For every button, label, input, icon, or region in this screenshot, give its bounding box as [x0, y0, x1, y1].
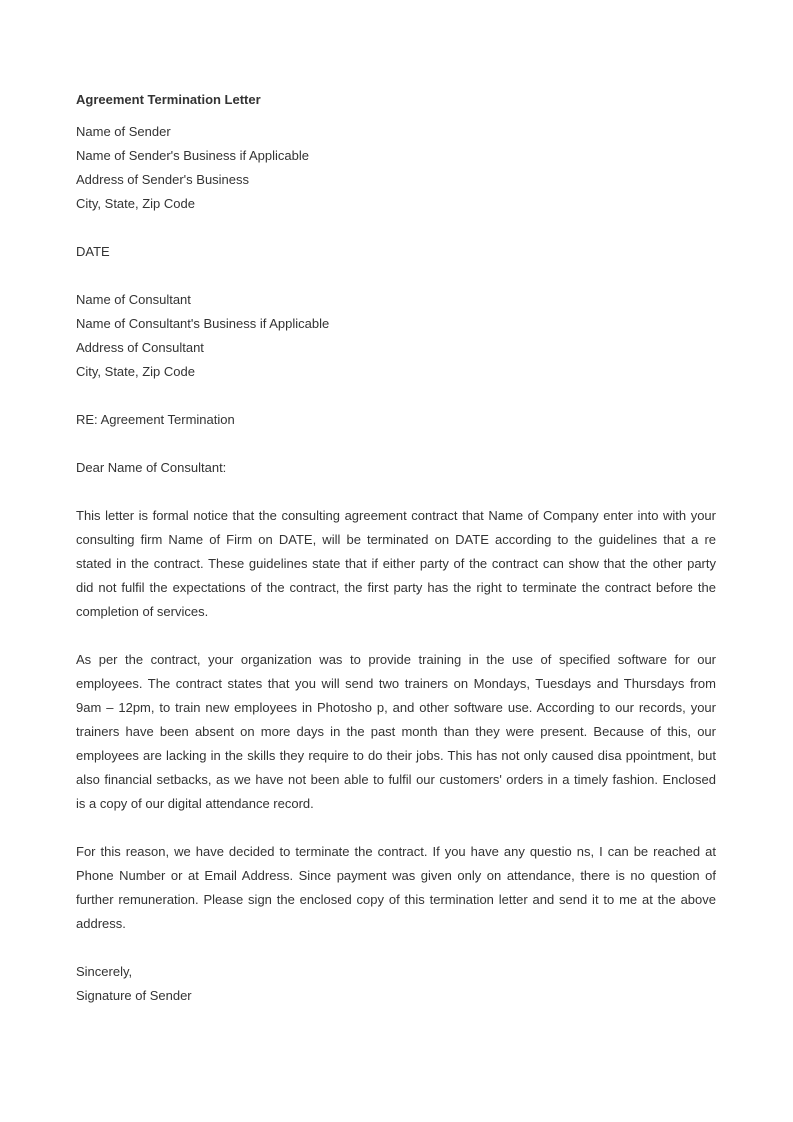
paragraph-line: also financial setbacks, as we have not been able to fulfil our customers' orders in a timely fashion. Enclosed: [76, 772, 716, 787]
paragraph-line: trainers have been absent on more days in the past month than they were present. Because of this, our: [76, 724, 716, 739]
recipient-business: Name of Consultant's Business if Applicable: [76, 316, 330, 331]
paragraph-line: is a copy of our digital attendance record.: [76, 796, 314, 811]
paragraph-line: For this reason, we have decided to terminate the contract. If you have any questio ns, I can be reached at: [76, 844, 716, 859]
paragraph-line: completion of services.: [76, 604, 209, 619]
salutation: Dear Name of Consultant:: [76, 460, 227, 475]
body-paragraph-2: [76, 648, 716, 816]
paragraph-line: further remuneration. Please sign the enclosed copy of this termination letter and send it to me at the above: [76, 892, 716, 907]
paragraph-line: This letter is formal notice that the consulting agreement contract that Name of Company enter into with your: [76, 508, 716, 523]
paragraph-line: consulting firm Name of Firm on DATE, will be terminated on DATE according to the guidelines that a re: [76, 532, 716, 547]
letter-body: [76, 88, 716, 1008]
body-paragraph-3: [76, 840, 716, 936]
re-line: RE: Agreement Termination: [76, 412, 235, 427]
sender-address: Address of Sender's Business: [76, 172, 250, 187]
sender-name: Name of Sender: [76, 124, 171, 139]
sender-business: Name of Sender's Business if Applicable: [76, 148, 309, 163]
closing: Sincerely,: [76, 964, 133, 979]
recipient-city: City, State, Zip Code: [76, 364, 195, 379]
paragraph-line: did not fulfil the expectations of the contract, the first party has the right to terminate the contract before the: [76, 580, 716, 595]
letter-date: DATE: [76, 244, 110, 259]
paragraph-line: stated in the contract. These guidelines state that if either party of the contract can show that the other party: [76, 556, 716, 571]
body-paragraph-1: [76, 504, 716, 624]
paragraph-line: As per the contract, your organization was to provide training in the use of specified software for our: [76, 652, 716, 667]
recipient-block: [76, 288, 716, 384]
paragraph-line: employees are lacking in the skills they require to do their jobs. This has not only caused disa ppointment, but: [76, 748, 716, 763]
paragraph-line: Phone Number or at Email Address. Since payment was given only on attendance, there is no question of: [76, 868, 716, 883]
sender-block: [76, 120, 716, 216]
closing-block: [76, 960, 716, 1008]
document-title: Agreement Termination Letter: [76, 92, 261, 107]
paragraph-line: address.: [76, 916, 126, 931]
date-block: [76, 240, 716, 264]
paragraph-line: employees. The contract states that you will send two trainers on Mondays, Tuesdays and Thursdays from: [76, 676, 716, 691]
sender-city: City, State, Zip Code: [76, 196, 195, 211]
paragraph-line: 9am – 12pm, to train new employees in Photosho p, and other software use. According to our records, your: [76, 700, 716, 715]
salutation-block: [76, 456, 716, 480]
recipient-name: Name of Consultant: [76, 292, 191, 307]
recipient-address: Address of Consultant: [76, 340, 204, 355]
signature: Signature of Sender: [76, 988, 192, 1003]
re-block: [76, 408, 716, 432]
